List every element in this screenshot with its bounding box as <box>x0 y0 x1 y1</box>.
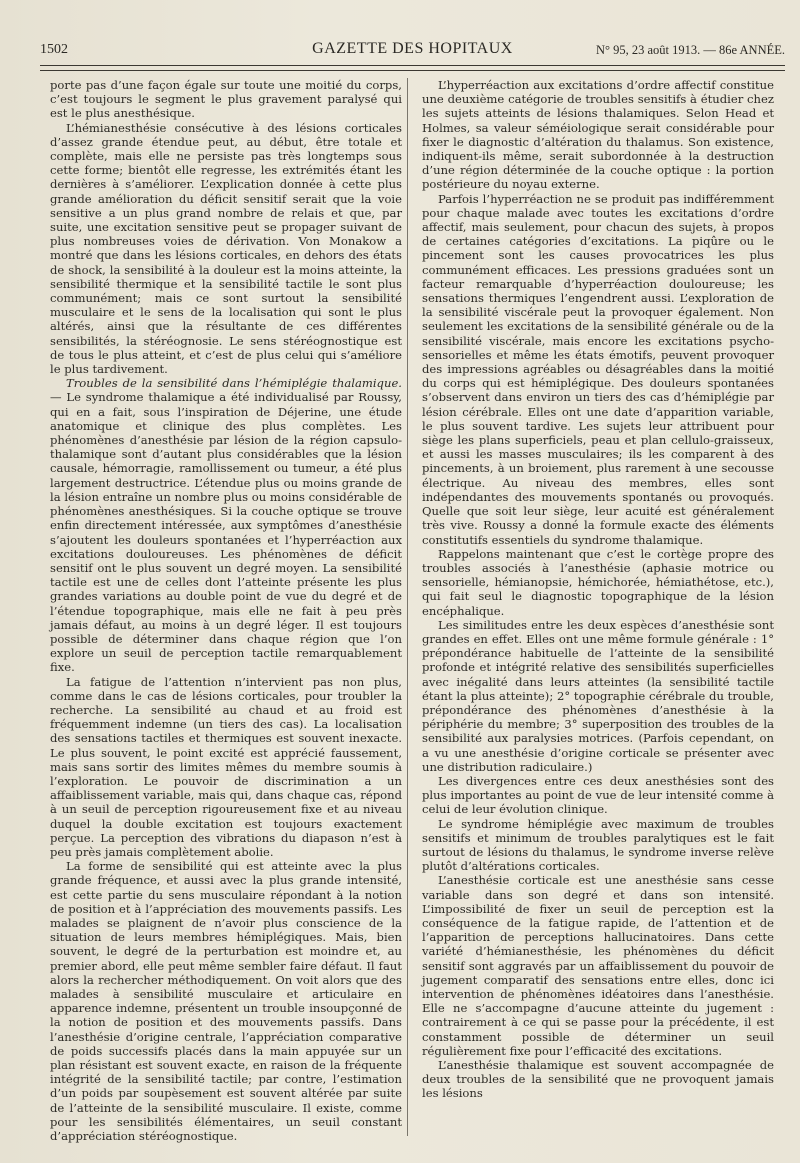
paragraph-text: Les divergences entre ces deux anesthésies sont des plus importantes au point de vue de leur intensité comme à celui de leur évolution clinique. <box>422 773 774 817</box>
paragraph-text: L’anesthésie thalamique est souvent accompagnée de deux troubles de la sensibilité que ne provoquent jamais les lésions <box>422 1058 774 1101</box>
paragraph <box>422 1058 774 1101</box>
header-rule-thin <box>40 70 785 71</box>
paragraph <box>422 547 774 618</box>
paragraph-text: L’hémianesthésie consécutive à des lésions corticales d’assez grande étendue peut, au début, être totale et complète, mais elle ne persiste pas très longtemps sous cette forme; bientôt elle regresse, les extrémités étant les dernières à s’améliorer. L’explication donnée à cette plus grande amélioration du déficit sensitif serait que la voie sensitive a un plus grand nombre de relais et que, par suite, une excitation sensitive peut se propager suivant de plus nombreuses voies de dérivation. Von Monakow a montré que dans les lésions corticales, en dehors des états de shock, la sensibilité à la douleur est la moins atteinte, la sensibilité thermique et la sensibilité tactile le sont plus communément; mais ce sont surtout la sensibilité musculaire et le sens de la localisation qui sont le plus altérés, ainsi que la résultante de ces différentes sensibilités, la stéréognosie. Le sens stéréognostique est de tous le plus atteint, et c’est de plus celui qui s’améliore le plus tardivement. <box>50 120 402 377</box>
section-heading: Troubles de la sensibilité dans l’hémiplégie thalamique. <box>66 376 402 391</box>
header-rule <box>40 65 785 66</box>
paragraph <box>50 121 402 377</box>
page-number: 1502 <box>40 42 68 57</box>
paragraph-text: L’hyperréaction aux excitations d’ordre affectif constitue une deuxième catégorie de troubles sensitifs à étudier chez les sujets atteints de lésions thalamiques. Selon Head et Holmes, sa valeur séméiologique serait considérable pour fixer le diagnostic d’altération du thalamus. Son existence, indiquent-ils même, serait subordonnée à la destruction d’une région déterminée de la couche optique : la portion postérieure du noyau externe. <box>422 78 774 192</box>
issue-info: N° 95, 23 août 1913. — 86e ANNÉE. <box>595 43 785 57</box>
paragraph-text: La fatigue de l’attention n’intervient pas non plus, comme dans le cas de lésions corticales, pour troubler la recherche. La sensibilité au chaud et au froid est fréquemment indemne (un tiers des cas). La localisation des sensations tactiles et thermiques est souvent inexacte. Le plus souvent, le point excité est apprécié faussement, mais sans sortir des limites mêmes du membre soumis à l’exploration. Le pouvoir de discrimination a un affaiblissement variable, mais qui, dans chaque cas, répond à un seuil de perception rigoureusement fixe et au niveau duquel la double excitation est toujours exactement perçue. La perception des vibrations du diapason n’est à peu près jamais complètement abolie. <box>50 674 402 859</box>
paragraph <box>422 192 774 547</box>
paragraph-text: Les similitudes entre les deux espèces d’anesthésie sont grandes en effet. Elles ont une même formule générale : 1° prépondérance habituelle de l’atteinte de la sensibilité profonde et intégrité relative des sensibilités superficielles avec inégalité dans leurs atteintes (la sensibilité tactile étant la plus atteinte); 2° topographie cérébrale du trouble, prépondérance des phénomènes d’anesthésie à la périphérie du membre; 3° superposition des troubles de la sensibilité aux paralysies motrices. (Parfois cependant, on a vu une anesthésie d’origine corticale se présenter avec une distribution radiculaire.) <box>422 617 774 774</box>
paragraph-text: porte pas d’une façon égale sur toute une moitié du corps, c’est toujours le segment le plus gravement paralysé qui est le plus anesthésique. <box>50 78 402 121</box>
paragraph <box>50 78 402 121</box>
right-column <box>422 78 774 1101</box>
paragraph <box>422 618 774 774</box>
paragraph <box>50 675 402 860</box>
running-header <box>40 40 785 62</box>
paragraph <box>50 376 402 674</box>
journal-title: GAZETTE DES HOPITAUX <box>312 40 513 57</box>
paragraph-text: Parfois l’hyperréaction ne se produit pas indifféremment pour chaque malade avec toutes les excitations d’ordre affectif, mais seulement, pour chacun des sujets, à propos de certaines catégories d’excitations. La piqûre ou le pincement sont les causes provocatrices les plus communément efficaces. Les pressions graduées sont un facteur remarquable d’hyperréaction douloureuse; les sensations thermiques l’engendrent aussi. L’exploration de la sensibilité viscérale peut la provoquer également. Non seulement les excitations de la sensibilité générale ou de la sensibilité viscérale, mais encore les excitations psycho-sensorielles et même les états émotifs, peuvent provoquer des impressions agréables ou désagréables dans la moitié du corps qui est hémiplégique. Des douleurs spontanées s’observent dans environ un tiers des cas d’hémiplégie par lésion cérébrale. Elles ont une date d’apparition variable, le plus souvent tardive. Les sujets leur attribuent pour siège les plans superficiels, peau et plan cellulo-graisseux, et aussi les masses musculaires; ils les comparent à des pincements, à un broiement, plus rarement à une secousse électrique. Au niveau des membres, elles sont indépendantes des mouvements spontanés ou provoqués. Quelle que soit leur siège, leur acuité est généralement très vive. Roussy a donné la formule exacte des éléments constitutifs essentiels du syndrome thalamique. <box>422 191 774 547</box>
paragraph-text: Rappelons maintenant que c’est le cortège propre des troubles associés à l’anesthésie (aphasie motrice ou sensorielle, hémianopsie, hémichorée, hémiathétose, etc.), qui fait seul le diagnostic topographique de la lésion encéphalique. <box>422 546 774 618</box>
paragraph <box>422 774 774 817</box>
paragraph-text: L’anesthésie corticale est une anesthésie sans cesse variable dans son degré et dans son intensité. L’impossibilité de fixer un seuil de perception est la conséquence de la fatigue rapide, de l’attention et de l’apparition de perceptions hallucinatoires. Dans cette variété d’hémianesthésie, les phénomènes du déficit sensitif sont aggravés par un affaiblissement du pouvoir de jugement comparatif des sensations entre elles, donc ici intervention de phénomènes idéatoires dans l’anesthésie. Elle ne s’accompagne d’aucune atteinte du jugement : contrairement à ce qui se passe pour la précédente, il est constamment possible de déterminer un seuil régulièrement fixe pour l’efficacité des excitations. <box>422 873 774 1058</box>
paragraph-text: La forme de sensibilité qui est atteinte avec la plus grande fréquence, et aussi avec la plus grande intensité, est cette partie du sens musculaire répondant à la notion de position et à l’appréciation des mouvements passifs. Les malades se plaignent de n’avoir plus conscience de la situation de leurs membres hémiplégiques. Mais, bien souvent, le degré de la perturbation est moindre et, au premier abord, elle peut même sembler faire défaut. Il faut alors la rechercher méthodiquement. On voit alors que des malades à sensibilité musculaire et articulaire en apparence indemne, présentent un trouble insoupçonné de la notion de position et des mouvements passifs. Dans l’anesthésie d’origine centrale, l’appréciation comparative de poids successifs placés dans la main appuyée sur un plan résistant est souvent exacte, en raison de la fréquente intégrité de la sensibilité tactile; par contre, l’estimation d’un poids par soupèsement est souvent altérée par suite de l’atteinte de la sensibilité musculaire. Il existe, comme pour les sensibilités élémentaires, un seuil constant d’appréciation stéréognostique. <box>50 859 402 1144</box>
left-column <box>50 78 402 1143</box>
column-divider <box>407 78 408 1136</box>
paragraph-text: — Le syndrome thalamique a été individualisé par Roussy, qui en a fait, sous l’inspiration de Déjerine, une étude anatomique et clinique des plus complètes. Les phénomènes d’anesthésie par lésion de la région capsulo-thalamique sont d’autant plus considérables que la lésion causale, hémorragie, ramollissement ou tumeur, a été plus largement destructrice. L’étendue plus ou moins grande de la lésion entraîne un nombre plus ou moins considérable de phénomènes anesthésiques. Si la couche optique se trouve enfin directement intéressée, aux symptômes d’anesthésie s’ajoutent les douleurs spontanées et l’hyperréaction aux excitations douloureuses. Les phénomènes de déficit sensitif ont le plus souvent un degré moyen. La sensibilité tactile est une de celles dont l’atteinte présente les plus grandes variations au double point de vue du degré et de l’étendue topographique, mais elle ne fait à peu près jamais défaut, au moins à un degré léger. Il est toujours possible de déterminer dans chaque région que l’on explore un seuil de perception tactile remarquablement fixe. <box>50 390 402 675</box>
paragraph <box>422 873 774 1058</box>
paragraph-text: Le syndrome hémiplégie avec maximum de troubles sensitifs et minimum de troubles paralytiques est le fait surtout de lésions du thalamus, le syndrome inverse relève plutôt d’altérations corticales. <box>422 816 774 874</box>
paragraph <box>422 78 774 192</box>
paragraph <box>50 859 402 1143</box>
paragraph <box>422 817 774 874</box>
